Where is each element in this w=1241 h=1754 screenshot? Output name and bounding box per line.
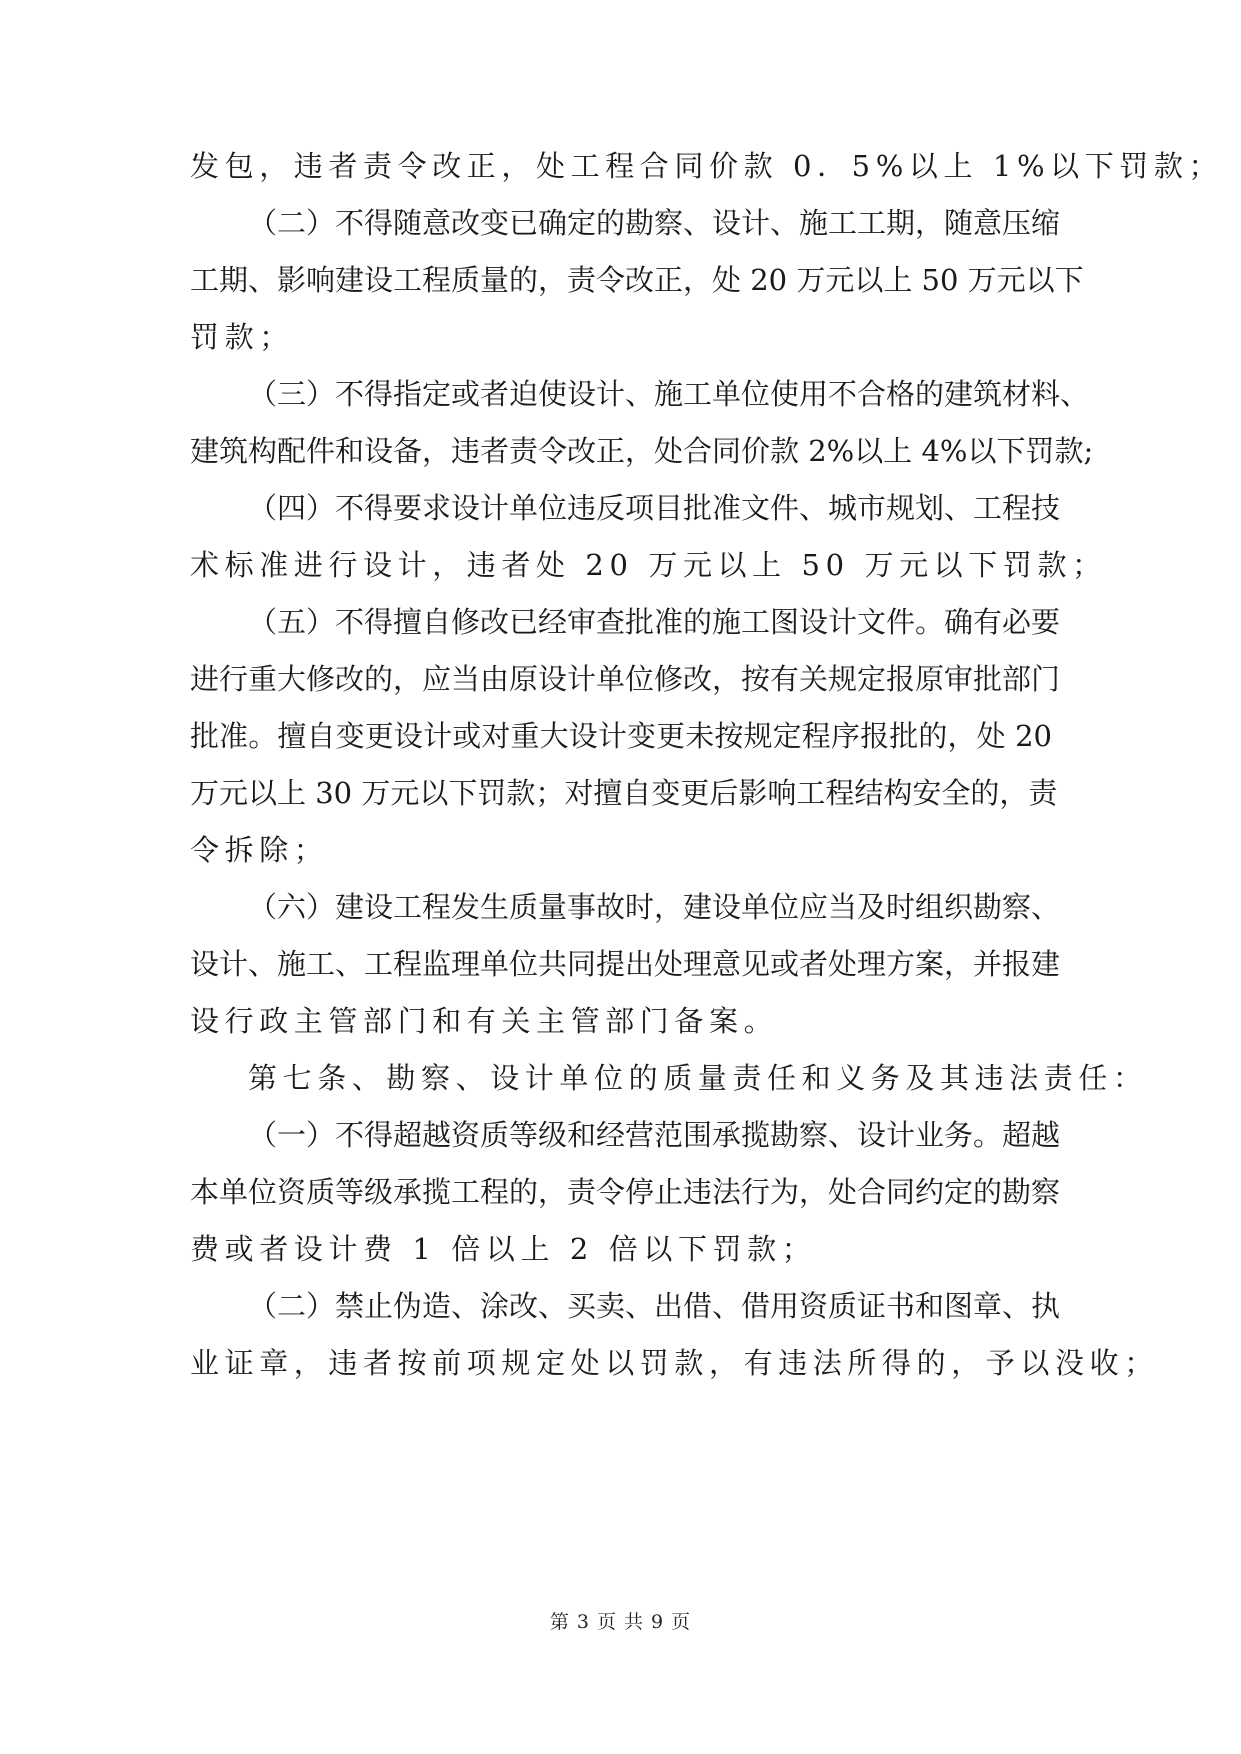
text-line: （四）不得要求设计单位违反项目批准文件、城市规划、工程技 <box>248 491 1061 525</box>
text-line: 本单位资质等级承揽工程的，责令停止违法行为，处合同约定的勘察 <box>190 1175 1061 1209</box>
text-line: 罚款； <box>190 320 294 354</box>
text-line: 进行重大修改的，应当由原设计单位修改，按有关规定报原审批部门 <box>190 662 1061 696</box>
text-line: 设计、施工、工程监理单位共同提出处理意见或者处理方案，并报建 <box>190 947 1061 981</box>
page-number-footer: 第 3 页 共 9 页 <box>549 1611 692 1633</box>
text-line: 工期、影响建设工程质量的，责令改正，处 20 万元以上 50 万元以下 <box>190 263 1084 297</box>
text-line: （三）不得指定或者迫使设计、施工单位使用不合格的建筑材料、 <box>248 377 1090 411</box>
text-line: 建筑构配件和设备，违者责令改正，处合同价款 2%以上 4%以下罚款; <box>190 434 1094 468</box>
text-line: 费或者设计费 1 倍以上 2 倍以下罚款； <box>190 1232 817 1266</box>
text-line: 批准。擅自变更设计或对重大设计变更未按规定程序报批的，处 20 <box>190 719 1052 753</box>
text-line: 业证章，违者按前项规定处以罚款，有违法所得的，予以没收； <box>190 1346 1159 1380</box>
text-line: 设行政主管部门和有关主管部门备案。 <box>190 1004 779 1038</box>
text-line: 术标准进行设计，违者处 20 万元以上 50 万元以下罚款； <box>190 548 1107 582</box>
text-line: （二）不得随意改变已确定的勘察、设计、施工工期，随意压缩 <box>248 206 1061 240</box>
text-line: 万元以上 30 万元以下罚款；对擅自变更后影响工程结构安全的，责 <box>190 776 1058 810</box>
text-line: （二）禁止伪造、涂改、买卖、出借、借用资质证书和图章、执 <box>248 1289 1061 1323</box>
text-line: 令拆除； <box>190 833 329 867</box>
text-line: （五）不得擅自修改已经审查批准的施工图设计文件。确有必要 <box>248 605 1061 639</box>
article-heading: 第七条、勘察、设计单位的质量责任和义务及其违法责任： <box>248 1061 1148 1095</box>
text-line: （一）不得超越资质等级和经营范围承揽勘察、设计业务。超越 <box>248 1118 1061 1152</box>
text-line: 发包，违者责令改正，处工程合同价款 0．5%以上 1%以下罚款； <box>190 149 1224 183</box>
text-line: （六）建设工程发生质量事故时，建设单位应当及时组织勘察、 <box>248 890 1061 924</box>
